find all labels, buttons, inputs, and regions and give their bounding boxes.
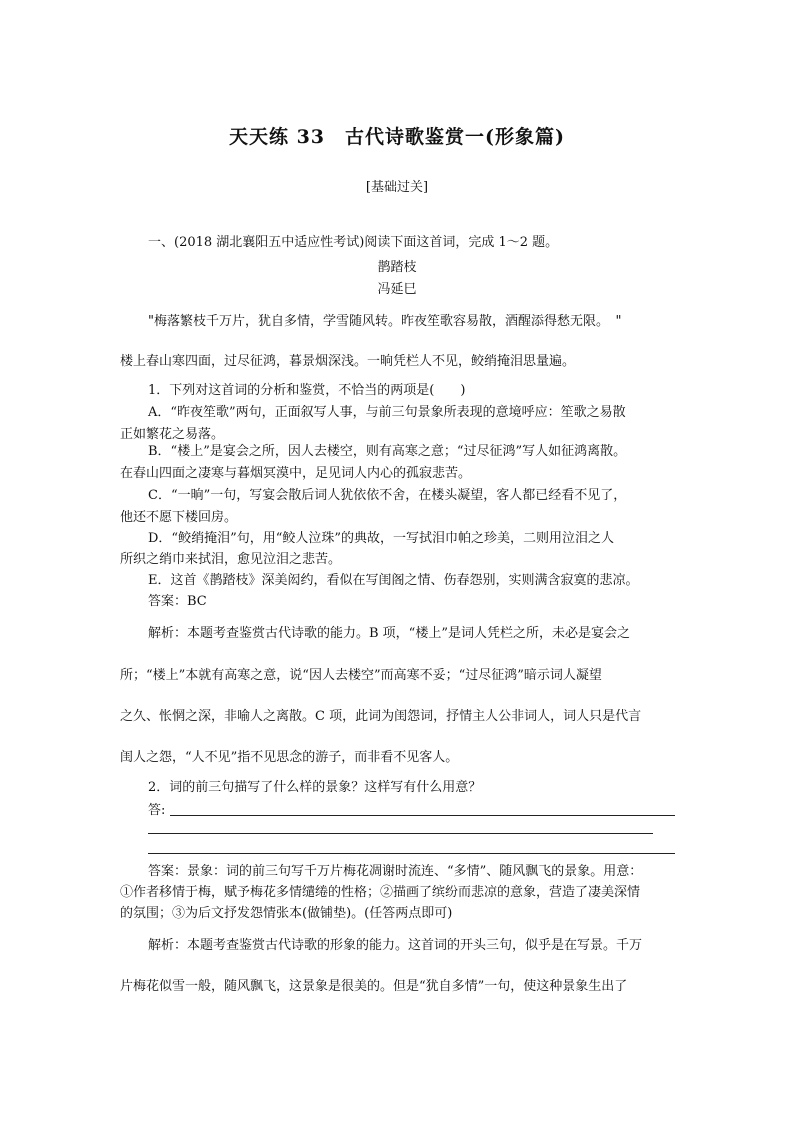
answer-line-1[interactable] [170,815,675,816]
q2-answer-line-1: 答案：景象：词的前三句写千万片梅花凋谢时流连、“多情”、随风飘飞的景象。用意： [148,864,643,879]
poem-title: 鹊踏枝 [377,260,417,275]
q1-option-c-line-1: C．“一晌”一句，写宴会散后词人犹依依不舍，在楼头凝望，客人都已经看不见了， [148,488,627,503]
question-intro: 一、(2018 湖北襄阳五中适应性考试)阅读下面这首词，完成 1～2 题。 [148,235,559,250]
q1-option-e: E．这首《鹊踏枝》深美闳约，看似在写闺阁之情、伤春怨别，实则满含寂寞的悲凉。 [148,573,639,588]
poem-author: 冯延巳 [377,282,417,297]
q1-analysis-line-4: 闺人之怨，“人不见”指不见思念的游子，而非看不见客人。 [120,750,459,765]
answer-line-2[interactable] [148,833,653,834]
q2-analysis-line-2: 片梅花似雪一般，随风飘飞，这景象是很美的。但是“犹自多情”一句，使这种景象生出了 [120,979,628,994]
q1-stem: 1．下列对这首词的分析和鉴赏，不恰当的两项是( ) [148,383,466,398]
q1-answer: 答案：BC [148,594,207,609]
poem-line-1: "梅落繁枝千万片，犹自多情，学雪随风转。昨夜笙歌容易散，酒醒添得愁无限。 " [148,314,622,329]
q2-answer-label: 答: [148,803,166,818]
poem-line-2: 楼上春山寒四面，过尽征鸿，暮景烟深浅。一晌凭栏人不见，鲛绡掩泪思量遍。 [120,354,576,369]
q1-option-c-line-2: 他还不愿下楼回房。 [120,510,238,525]
q1-analysis-line-2: 所；“楼上”本就有高寒之意，说“因人去楼空”而高寒不妥；“过尽征鸿”暗示词人凝望 [120,668,602,683]
q1-analysis-line-3: 之久、怅惘之深，非喻人之离散。C 项，此词为闺怨词，抒情主人公非词人，词人只是代言 [120,709,642,724]
q1-analysis-line-1: 解析：本题考查鉴赏古代诗歌的能力。B 项，“楼上”是词人凭栏之所，未必是宴会之 [148,626,630,641]
answer-line-3[interactable] [148,853,675,854]
q1-option-b-line-1: B．“楼上”是宴会之所，因人去楼空，则有高寒之意；“过尽征鸿”写人如征鸿离散。 [148,444,627,459]
q1-option-a-line-2: 正如繁花之易落。 [120,427,225,442]
q1-option-a-line-1: A．“昨夜笙歌”两句，正面叙写人事，与前三句景象所表现的意境呼应：笙歌之易散 [148,405,626,420]
page-title: 天天练 33 古代诗歌鉴赏一(形象篇) [228,126,566,148]
q2-analysis-line-1: 解析：本题考查鉴赏古代诗歌的形象的能力。这首词的开头三句，似乎是在写景。千万 [148,938,643,953]
q1-option-b-line-2: 在春山四面之凄寒与暮烟冥漠中，足见词人内心的孤寂悲苦。 [120,466,472,481]
section-heading: [基础过关] [365,180,429,195]
q1-option-d-line-2: 所织之绡巾来拭泪，愈见泣泪之悲苦。 [120,552,342,567]
q2-answer-line-3: 的氛围；③为后文抒发怨情张本(做铺垫)。(任答两点即可) [120,906,453,921]
q2-answer-line-2: ①作者移情于梅，赋予梅花多情缱绻的性格；②描画了缤纷而悲凉的意象，营造了凄美深情 [120,885,641,900]
q2-stem: 2．词的前三句描写了什么样的景象？这样写有什么用意？ [148,780,482,795]
q1-option-d-line-1: D．“鲛绡掩泪”句，用“鲛人泣珠”的典故，一写拭泪巾帕之珍美，二则用泣泪之人 [148,531,615,546]
